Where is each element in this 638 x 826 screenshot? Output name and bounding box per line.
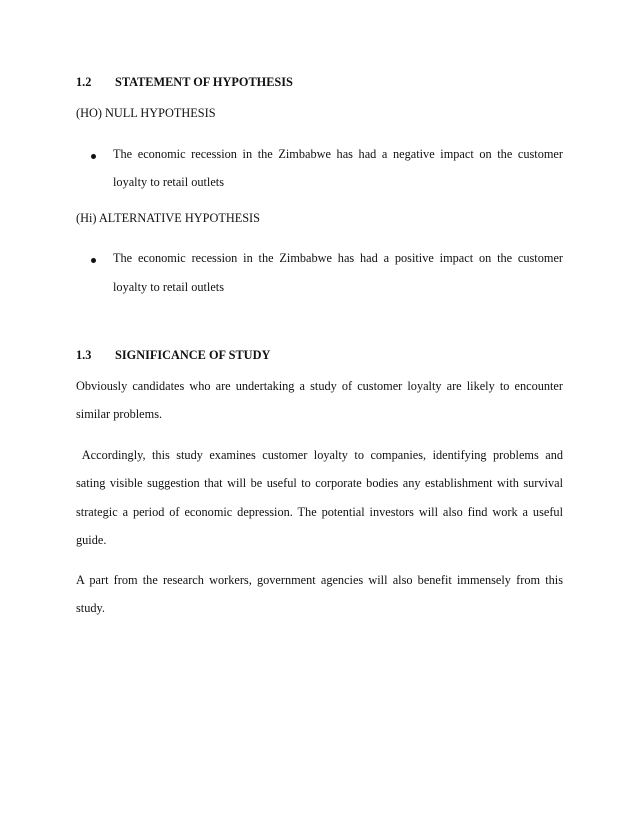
alternative-hypothesis-line: loyalty to retail outlets <box>113 280 224 294</box>
null-hypothesis-label: (HO) NULL HYPOTHESIS <box>76 106 216 120</box>
bullet-icon <box>91 258 96 263</box>
paragraph-line: Obviously candidates who are undertaking a study of customer loyalty are likely to encounter <box>76 379 563 393</box>
alternative-hypothesis-line: The economic recession in the Zimbabwe has had a positive impact on the customer <box>113 251 563 265</box>
paragraph-line: Accordingly, this study examines customer loyalty to companies, identifying problems and <box>76 448 563 462</box>
paragraph-line: A part from the research workers, government agencies will also benefit immensely from this <box>76 573 563 587</box>
paragraph-line: similar problems. <box>76 407 163 421</box>
section-heading: STATEMENT OF HYPOTHESIS <box>115 75 293 89</box>
section-heading: SIGNIFICANCE OF STUDY <box>115 348 271 362</box>
paragraph-line: sating visible suggestion that will be useful to corporate bodies any establishment with survival <box>76 476 563 490</box>
paragraph-line: guide. <box>76 533 107 547</box>
paragraph-line: strategic a period of economic depression. The potential investors will also find work a useful <box>76 505 563 519</box>
null-hypothesis-line: The economic recession in the Zimbabwe has had a negative impact on the customer <box>113 147 563 161</box>
section-number: 1.2 <box>76 75 92 89</box>
null-hypothesis-line: loyalty to retail outlets <box>113 175 224 189</box>
bullet-icon <box>91 154 96 159</box>
alternative-hypothesis-label: (Hi) ALTERNATIVE HYPOTHESIS <box>76 211 260 225</box>
paragraph-line: study. <box>76 601 105 615</box>
section-number: 1.3 <box>76 348 92 362</box>
